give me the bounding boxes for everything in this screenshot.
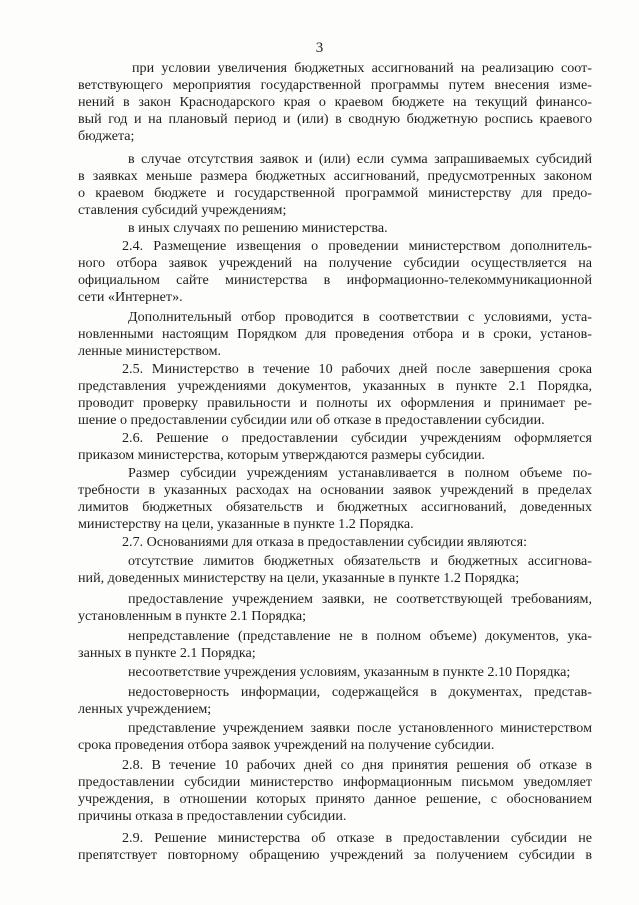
text-line: срока проведения отбора заявок учреждений на получение субсидии. <box>78 737 495 753</box>
text-line: проводит проверку правильности и полноты их оформления и принимает ре- <box>78 395 592 411</box>
text-line: требности в указанных расходах на основании заявок учреждений в пределах <box>78 482 592 498</box>
text-line: ного отбора заявок учреждений на получение субсидии осуществляется на <box>78 255 592 271</box>
text-line: ветствующего мероприятия государственной программы путем внесения изме- <box>78 77 592 93</box>
text-line: ленные министерством. <box>78 343 222 359</box>
text-line: при условии увеличения бюджетных ассигнований на реализацию соот- <box>132 60 592 76</box>
text-line: бюджета; <box>78 128 135 144</box>
text-line: ленных учреждением; <box>78 701 212 717</box>
text-line: приказом министерства, которым утверждаются размеры субсидии. <box>78 447 485 463</box>
text-line: официальном сайте министерства в информационно-телекоммуникационной <box>78 272 592 288</box>
text-line: новленными настоящим Порядком для проведения отбора и в сроки, установ- <box>78 326 592 342</box>
text-line: ставления субсидий учреждениям; <box>78 202 287 218</box>
text-line: установленным в пункте 2.1 Порядка; <box>78 608 307 624</box>
text-line: в иных случаях по решению министерства. <box>128 220 388 236</box>
text-line: препятствует повторному обращению учреждений за получением субсидии в <box>78 847 592 863</box>
text-line: причины отказа в предоставлении субсидии. <box>78 808 347 824</box>
text-line: шение о предоставлении субсидии или об отказе в предоставлении субсидии. <box>78 412 545 428</box>
text-line: предоставление учреждением заявки, не соответствующей требованиям, <box>128 591 592 607</box>
text-line: 2.4. Размещение извещения о проведении министерством дополнитель- <box>122 238 592 254</box>
text-line: в случае отсутствия заявок и (или) если сумма запрашиваемых субсидий <box>128 151 592 167</box>
text-line: лимитов бюджетных обязательств и бюджетных ассигнований, доведенных <box>78 499 592 515</box>
text-line: 2.9. Решение министерства об отказе в предоставлении субсидии не <box>122 830 592 846</box>
page-number: 3 <box>315 40 324 56</box>
text-line: занных в пункте 2.1 Порядка; <box>78 645 256 661</box>
text-line: в заявках меньше размера бюджетных ассигнований, предусмотренных законом <box>78 168 592 184</box>
text-line: учреждения, в отношении которых принято данное решение, с обоснованием <box>78 791 592 807</box>
text-line: предоставлении субсидии министерство информационным письмом уведомляет <box>78 774 592 790</box>
text-line: Размер субсидии учреждениям устанавливается в полном объеме по- <box>128 465 592 481</box>
text-line: несоответствие учреждения условиям, указанным в пункте 2.10 Порядка; <box>128 664 571 680</box>
text-line: недостоверность информации, содержащейся в документах, представ- <box>128 684 592 700</box>
text-line: представление учреждением заявки после установленного министерством <box>128 720 592 736</box>
text-line: ний, доведенных министерству на цели, указанные в пункте 1.2 Порядка; <box>78 570 520 586</box>
text-line: нений в закон Краснодарского края о краевом бюджете на текущий финансо- <box>78 94 592 110</box>
text-line: отсутствие лимитов бюджетных обязательств и бюджетных ассигнова- <box>128 553 592 569</box>
text-line: сети «Интернет». <box>78 289 183 305</box>
text-line: 2.7. Основаниями для отказа в предоставлении субсидии являются: <box>122 534 528 550</box>
text-line: вый год и на плановый период и (или) в сводную бюджетную роспись краевого <box>78 111 592 127</box>
text-line: о краевом бюджете и государственной программой министерству для предо- <box>78 185 592 201</box>
text-line: министерству на цели, указанные в пункте 1.2 Порядка. <box>78 516 414 532</box>
text-line: 2.8. В течение 10 рабочих дней со дня принятия решения об отказе в <box>122 757 592 773</box>
text-line: представления учреждениями документов, указанных в пункте 2.1 Порядка, <box>78 378 592 394</box>
text-line: 2.6. Решение о предоставлении субсидии учреждениям оформляется <box>122 430 592 446</box>
text-line: Дополнительный отбор проводится в соответствии с условиями, уста- <box>128 309 592 325</box>
text-line: 2.5. Министерство в течение 10 рабочих дней после завершения срока <box>122 361 592 377</box>
text-line: непредставление (представление не в полном объеме) документов, ука- <box>128 628 592 644</box>
